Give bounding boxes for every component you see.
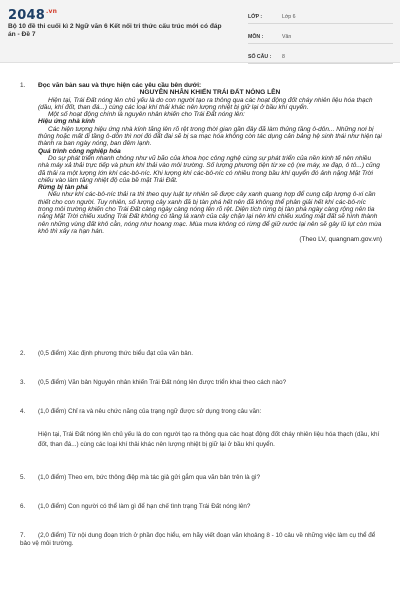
question-number: 5. xyxy=(20,474,26,481)
meta-row-subject xyxy=(248,30,393,44)
question-instruction: Đọc văn bản sau và thực hiện các yêu cầu bên dưới: xyxy=(38,82,202,89)
site-logo[interactable] xyxy=(8,8,57,23)
document-meta xyxy=(248,10,393,70)
meta-label: MÔN : xyxy=(248,33,264,40)
reading-passage xyxy=(38,82,382,244)
question-number: 6. xyxy=(20,503,26,510)
meta-value: Lớp 6 xyxy=(282,13,296,20)
passage-heading: Rừng bị tàn phá xyxy=(38,184,88,192)
passage-paragraph: Do sự phát triển nhanh chóng như vũ bão của khoa học công nghệ cùng sự phát triển của nền kinh tế nên nhiều nhà máy xả thải trực tiếp và phun khí thải vào môi trường. Số lượng phương tiện từ xe cộ (xe máy, xe đạp, ô tô...) cũng đã thải ra một lượng lớn khí các-bô-níc. Khi lượng khí các-bô-níc có nhiều trong bầu khí quyển đó ảnh nặng Mặt Trời chiếu vào làm tăng nhiệt độ của bề mặt Trái Đất. xyxy=(38,154,380,184)
meta-row-class xyxy=(248,10,393,24)
question-6 xyxy=(20,503,386,511)
question-text: (1,0 điểm) Chỉ ra và nêu chức năng của trạng ngữ được sử dụng trong câu văn: xyxy=(38,408,262,415)
question-number: 4. xyxy=(20,408,26,415)
question-text: (0,5 điểm) Xác định phương thức biểu đạt của văn bản. xyxy=(38,350,194,357)
question-text: (1,0 điểm) Con người có thể làm gì để hạn chế tình trạng Trái Đất nóng lên? xyxy=(38,503,251,510)
question-text: (1,0 điểm) Theo em, bức thông điệp mà tác giả gửi gắm qua văn bản trên là gì? xyxy=(38,474,261,481)
question-3 xyxy=(20,379,386,387)
logo-text: 2048 xyxy=(8,8,45,23)
question-number: 1. xyxy=(20,82,26,89)
meta-row-count xyxy=(248,50,393,64)
question-number: 3. xyxy=(20,379,26,386)
question-text: (2,0 điểm) Từ nội dung đoạn trích ở phần đọc hiểu, em hãy viết đoạn văn khoảng 8 - 10 câu về những việc làm cụ thể để bảo vệ môi trường. xyxy=(20,532,376,547)
page-header xyxy=(0,0,400,63)
passage-source: (Theo LV, quangnam.gov.vn) xyxy=(299,236,382,244)
question-5 xyxy=(20,474,386,482)
meta-value: 8 xyxy=(282,53,285,60)
passage-paragraph: Hiện tại, Trái Đất nóng lên chủ yếu là do con người tạo ra thông qua các hoạt động đốt cháy nhiên liệu hóa thạch (dầu, khí đốt, than đá...) cùng các loại khí thải khác nên lượng nhiệt bị giữ lại ở bầu khí quyển. xyxy=(38,96,373,111)
document-title: Bộ 10 đề thi cuối kì 2 Ngữ văn 6 Kết nối tri thức cấu trúc mới có đáp án - Đề 7 xyxy=(8,23,222,38)
passage-paragraph: Các hiện tượng hiệu ứng nhà kính tăng lên rõ rệt trong thời gian gần đây đã làm thủng tầng ô-dôn... Những nơi bị thủng hoặc mất đi tầng ô-dôn thì nơi đó đất đai sẽ bị sa mạc hóa không còn tác dụng cản bảng hệ sinh thái như hiện tại thành ra ban ngày nóng, ban đêm lạnh. xyxy=(38,125,382,148)
logo-suffix: .vn xyxy=(45,8,58,15)
question-number: 2. xyxy=(20,350,26,357)
meta-label: LỚP : xyxy=(248,13,263,20)
meta-label: SỐ CÂU : xyxy=(248,53,272,60)
question-number: 7. xyxy=(20,532,26,539)
passage-paragraph: Nếu như khí các-bô-níc thải ra thì theo quy luật tự nhiên sẽ được cây xanh quang hợp để cung cấp lượng ô-xi cần thiết cho con người. Tuy nhiên, số lượng cây xanh đã bị tàn phá hết nên đã không thể phân giải hết khí các-bô-níc trong môi trường khiến cho Trái Đất càng ngày càng nóng lên rõ rệt. Diện tích rừng bị tàn phá ngày càng rộng nên tia nắng Mặt Trời chiếu xuống Trái Đất không có tầng lá xanh của cây chặn lại nên khi chiếu xuống mặt đất sẽ hình thành nên những vùng đất khô cằn, nóng như hoang mạc. Mùa mưa không có rừng để giữ nước lại nên sẽ gây lũ lụt còn mùa khô thì xảy ra hạn hán. xyxy=(38,191,382,235)
question-4 xyxy=(20,408,386,416)
passage-title: NGUYÊN NHÂN KHIẾN TRÁI ĐẤT NÓNG LÊN xyxy=(139,89,281,97)
passage-heading: Hiệu ứng nhà kính xyxy=(38,118,96,126)
question-2 xyxy=(20,350,386,358)
question-7 xyxy=(20,532,386,548)
passage-paragraph: Một số hoạt động chính là nguyên nhân khiến cho Trái Đất nóng lên: xyxy=(48,111,245,119)
passage-heading: Quá trình công nghiệp hóa xyxy=(38,147,121,155)
question-text: (0,5 điểm) Văn bản Nguyên nhân khiến Trái Đất nóng lên được triển khai theo cách nào? xyxy=(38,379,287,386)
meta-value: Văn xyxy=(282,33,292,40)
question-4-quote: Hiện tại, Trái Đất nóng lên chủ yếu là do con người tạo ra thông qua các hoạt động đốt cháy nhiên liệu hóa thạch (dầu, khí đốt, than đá...) cùng các loại khí thải khác nên lượng nhiệt bị giữ lại ở bầu khí quyển. xyxy=(38,431,380,448)
